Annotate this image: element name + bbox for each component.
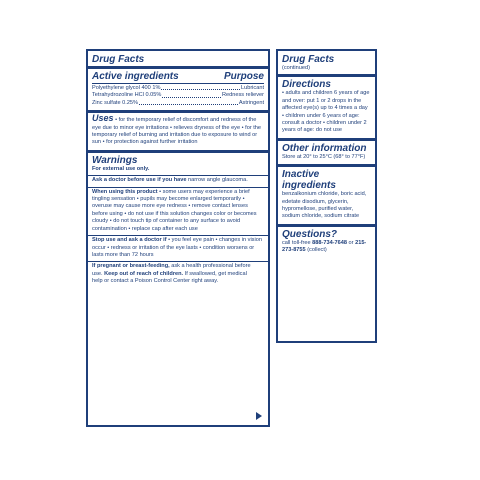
stop-use-section: [88, 235, 268, 261]
directions-section: [278, 74, 375, 137]
ingredient-row: Polyethylene glycol 400 1% Lubricant: [92, 85, 264, 91]
when-using-text: • some users may experience a brief tingling sensation • pupils may become enlarged temporarily • overuse may cause more eye redness • remove contact lenses before using • do not use if this solution changes color or becomes cloudy • do not touch tip of container to any surface to avoid contamination • replace cap after each use: [92, 188, 257, 232]
active-ingredients-section: [88, 66, 268, 110]
phone-number-toll-free: 888-734-7648: [312, 239, 347, 246]
pregnancy-text: ask a health professional before use.: [92, 263, 251, 277]
title-section: [278, 51, 375, 74]
stop-use-text: • you feel eye pain • changes in vision occur • redness or irritation of the eye lasts • condition worsens or lasts more than 72 hours: [92, 237, 262, 258]
panel-title: Drug Facts: [92, 54, 145, 65]
questions-text: call toll-free: [282, 239, 313, 246]
ask-doctor-heading: Ask a doctor before use if you have: [92, 177, 187, 184]
continued-label: (continued): [282, 65, 310, 71]
keep-out-of-reach: Keep out of reach of children.: [104, 270, 184, 277]
external-use-text: For external use only.: [92, 165, 150, 172]
purpose-header: Purpose: [223, 71, 264, 82]
other-information-text: Store at 20° to 25°C (68° to 77°F): [282, 153, 366, 160]
ask-doctor-text: narrow angle glaucoma.: [186, 177, 248, 184]
other-information-section: [278, 138, 375, 164]
ingredient-row: Zinc sulfate 0.25% Astringent: [92, 99, 264, 106]
when-using-heading: When using this product: [92, 188, 158, 195]
questions-section: Questions? call toll-free 888-734-7648 or 215-273-8755 (collect): [278, 224, 375, 257]
inactive-ingredients-header: Inactive ingredients: [282, 169, 336, 192]
ask-doctor-section: [88, 175, 268, 186]
drug-facts-panel-right: [276, 49, 377, 343]
continue-arrow-icon: [256, 412, 262, 420]
uses-header: Uses: [92, 113, 114, 124]
stop-use-heading: Stop use and ask a doctor if: [92, 237, 167, 244]
pregnancy-section: [88, 261, 268, 287]
when-using-section: [88, 187, 268, 235]
uses-section: [88, 110, 268, 150]
directions-text: • adults and children 6 years of age and over: put 1 or 2 drops in the affected eye(s) up to 4 times a day • children under 6 years of age: consult a doctor • children under 2 years of age: do not use: [282, 90, 370, 134]
inactive-ingredients-section: [278, 164, 375, 224]
drug-facts-panel-left: [86, 49, 270, 427]
swallowed-text: If swallowed, get medical help or contact a Poison Control Center right away.: [92, 270, 247, 285]
ingredient-row: Tetrahydrozoline HCl 0.05% Redness reliever: [92, 92, 264, 99]
panel-title: Drug Facts: [282, 54, 335, 65]
directions-header: Directions: [282, 79, 331, 91]
title-section: [88, 51, 268, 66]
active-ingredients-header: Active ingredients: [92, 71, 179, 82]
inactive-ingredients-text: benzalkonium chloride, boric acid, edetate disodium, glycerin, hypromellose, purified water, sodium chloride, sodium citrate: [282, 191, 367, 220]
warnings-header: Warnings: [92, 154, 138, 166]
warnings-section: [88, 150, 268, 175]
questions-header: Questions?: [282, 228, 338, 240]
other-information-header: Other information: [282, 142, 367, 154]
pregnancy-heading: If pregnant or breast-feeding,: [92, 263, 170, 270]
phone-number-collect: 215-273-8755: [282, 239, 367, 254]
uses-text: • for the temporary relief of discomfort and redness of the eye due to minor eye irritations • relieves dryness of the eye • for the temporary relief of burning and irritation due to exposure to wind or sun • for protection against further irritation: [92, 117, 262, 146]
